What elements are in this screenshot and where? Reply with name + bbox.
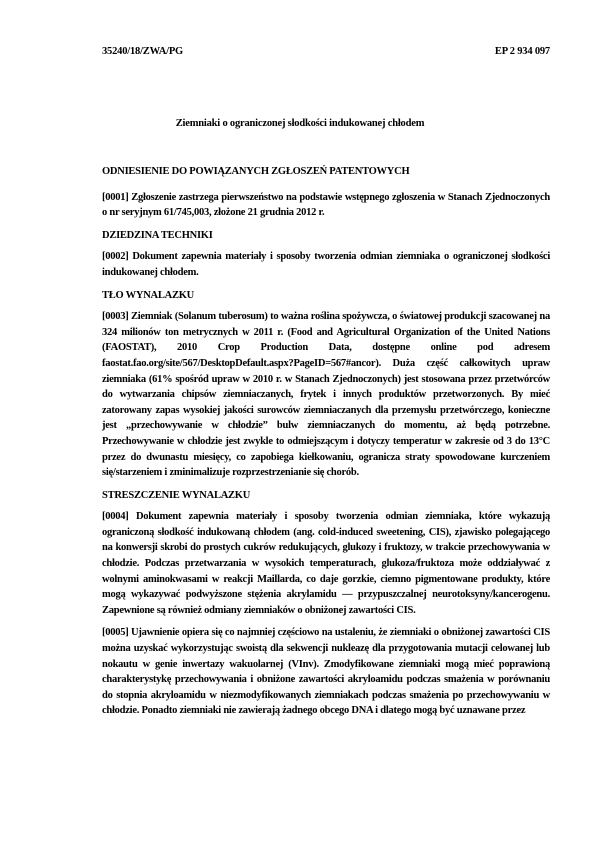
section-heading: DZIEDZINA TECHNIKI (102, 229, 213, 241)
paragraph (102, 509, 550, 618)
paragraph-text: Dokument zapewnia materiały i sposoby tworzenia odmian ziemniaka, które wykazują ograniczoną słodkość indukowaną chłodem (ang. cold-induced sweetening, CIS), zjawisko polegającego na konwersji skrobi do prostych cukrów redukujących, glukozy i fruktozy, w trakcie przechowywania w chłodzie. Podczas przetwarzania w wysokich temperaturach, glukoza/fruktoza może oddziaływać z wolnymi aminokwasami w reakcji Maillarda, co daje gorzkie, ciemno pigmentowane produkty, które mogą wykazywać podwyższone stężenia akrylamidu — przypuszczalnej neurotoksyny/kancerogenu. Zapewnione są również odmiany ziemniaków o obniżonej zawartości CIS. (102, 511, 551, 616)
paragraph-text: Ujawnienie opiera się co najmniej częściowo na ustaleniu, że ziemniaki o obniżonej zawartości CIS można uzyskać wykorzystując swoistą dla sekwencji nukleazę dla przygotowania mutacji celowanej lub nokautu w genie inwertazy wakuolarnej (VInv). Zmodyfikowane ziemniaki mogą mieć poprawioną charakterystykę przechowywania i obniżone zawartości akryloamidu podczas smażenia w porównaniu do stopnia akryloamidu w niezmodyfikowanych ziemniakach podczas smażenia po przechowywaniu w chłodzie. Ponadto ziemniaki nie zawierają żadnego obcego DNA i dlatego mogą być uznawane przez (102, 627, 550, 717)
paragraph (102, 190, 550, 221)
paragraph-text: Dokument zapewnia materiały i sposoby tworzenia odmian ziemniaka o ograniczonej słodkości indukowanej chłodem. (102, 251, 550, 278)
paragraph-text: Zgłoszenie zastrzega pierwszeństwo na podstawie wstępnego zgłoszenia w Stanach Zjednoczonych o nr seryjnym 61/745,003, złożone 21 grudnia 2012 r. (102, 191, 550, 219)
paragraph-number: [0002] (102, 251, 129, 263)
paragraph (102, 625, 550, 719)
paragraph-number: [0001] (102, 191, 129, 203)
paragraph-number: [0004] (102, 511, 129, 523)
document-body (102, 164, 550, 726)
paragraph-text: Ziemniak (Solanum tuberosum) to ważna roślina spożywcza, o światowej produkcji szacowanej na 324 milionów ton metrycznych w 2011 r. (Food and Agricultural Organization of the United Nations (FAOSTAT), 2010 Crop Production Data, dostępne online pod adresem faostat.fao.org/site/567/DesktopDefault.aspx?PageID=567#ancor). Duża część całkowitych upraw ziemniaka (61% spośród upraw w 2010 r. w Stanach Zjednoczonych) jest stosowana przez przetwórców do wytwarzania chipsów ziemniaczanych, frytek i innych produktów przetworzonych. By mieć zatorowany zapas wysokiej jakości surowców ziemniaczanych dla przemysłu przetwórczego, konieczne jest „przechowywanie w chłodzie” bulw ziemniaczanych do momentu, aż będą potrzebne. Przechowywanie w chłodzie jest zwykle to odmiejszącym i dotyczy temperatur w zakresie od 3 do 13°C przez do dwunastu miesięcy, co zapobiega kiełkowaniu, ogranicza straty spowodowane kurczeniem się/starzeniem i zminimalizuje rozprzestrzenianie się chorób. (102, 311, 550, 479)
document-title: Ziemniaki o ograniczonej słodkości indukowanej chłodem (175, 118, 425, 129)
paragraph-number: [0005] (102, 627, 129, 639)
section-heading: TŁO WYNALAZKU (102, 289, 194, 301)
section-heading: STRESZCZENIE WYNALAZKU (102, 489, 251, 501)
section-heading: ODNIESIENIE DO POWIĄZANYCH ZGŁOSZEŃ PATENTOWYCH (102, 166, 410, 177)
header-reference: 35240/18/ZWA/PG (102, 46, 184, 57)
paragraph (102, 249, 550, 280)
header-patent-number: EP 2 934 097 (494, 46, 550, 57)
paragraph-number: [0003] (102, 311, 129, 323)
paragraph (102, 309, 550, 481)
